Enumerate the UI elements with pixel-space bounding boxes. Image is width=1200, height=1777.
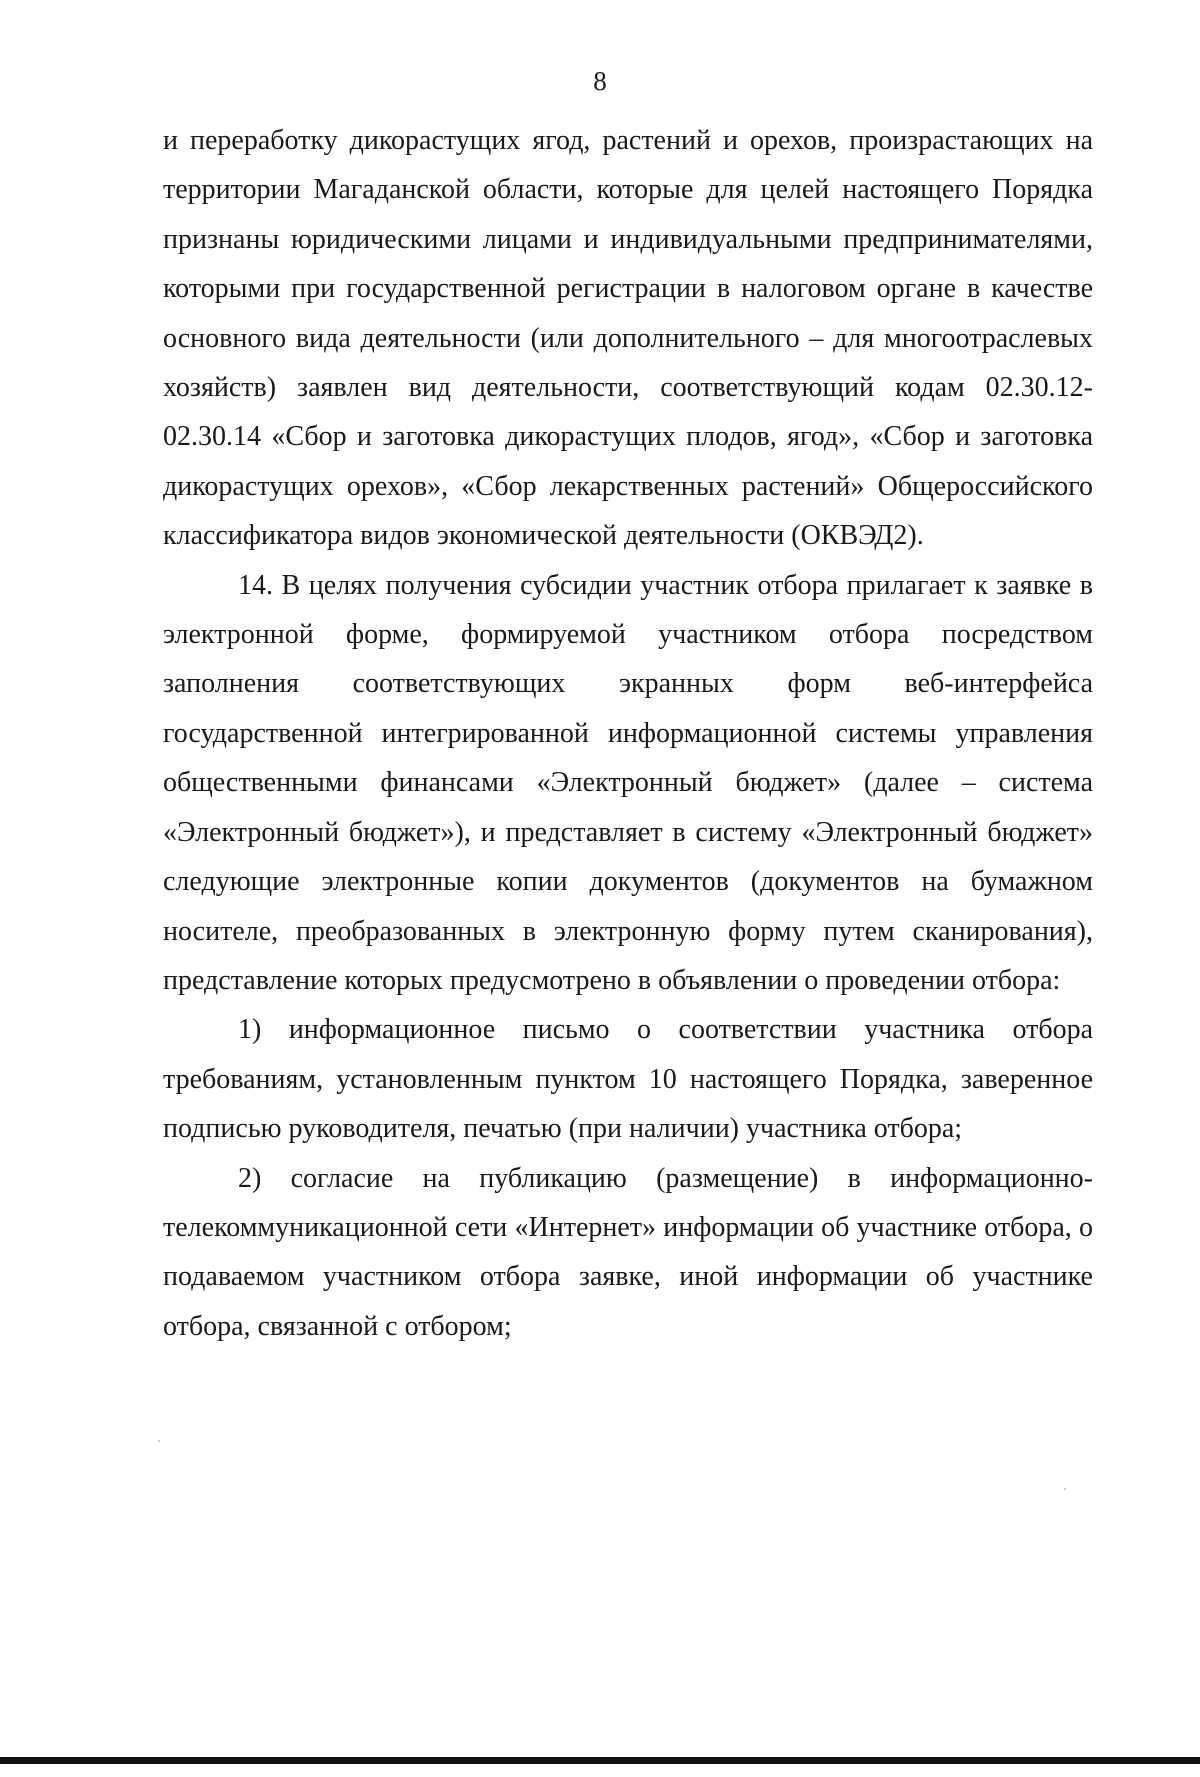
paragraph-item-14: 14. В целях получения субсидии участник отбора прилагает к заявке в электронной форме, формируемой участником отбора посредством заполнения соответствующих экранных форм веб-интерфейса государственной интегрированной информационной системы управления общественными финансами «Электронный бюджет» (далее – система «Электронный бюджет»), и представляет в систему «Электронный бюджет» следующие электронные копии документов (документов на бумажном носителе, преобразованных в электронную форму путем сканирования), представление которых предусмотрено в объявлении о проведении отбора: [163, 569, 1093, 996]
page-number: 8 [593, 66, 607, 96]
list-item-2: 2) согласие на публикацию (размещение) в информационно-телекоммуникационной сети «Интернет» информации об участнике отбора, о подаваемом участником отбора заявке, иной информации об участнике отбора, связанной с отбором; [163, 1162, 1093, 1342]
list-item-1: 1) информационное письмо о соответствии участника отбора требованиям, установленным пунктом 10 настоящего Порядка, заверенное подписью руководителя, печатью (при наличии) участника отбора; [163, 1014, 1093, 1145]
scan-artifact [1064, 1488, 1066, 1490]
paragraph-continuation: и переработку дикорастущих ягод, растений и орехов, произрастающих на территории Магаданской области, которые для целей настоящего Порядка признаны юридическими лицами и индивидуальными предпринимателями, которыми при государственной регистрации в налоговом органе в качестве основного вида деятельности (или дополнительного – для многоотраслевых хозяйств) заявлен вид деятельности, соответствующий кодам 02.30.12-02.30.14 «Сбор и заготовка дикорастущих плодов, ягод», «Сбор и заготовка дикорастущих орехов», «Сбор лекарственных растений» Общероссийского классификатора видов экономической деятельности (ОКВЭД2). [163, 125, 1093, 552]
scan-edge-border [0, 1757, 1200, 1764]
scan-artifact [158, 1440, 160, 1442]
document-body [163, 116, 1093, 1351]
